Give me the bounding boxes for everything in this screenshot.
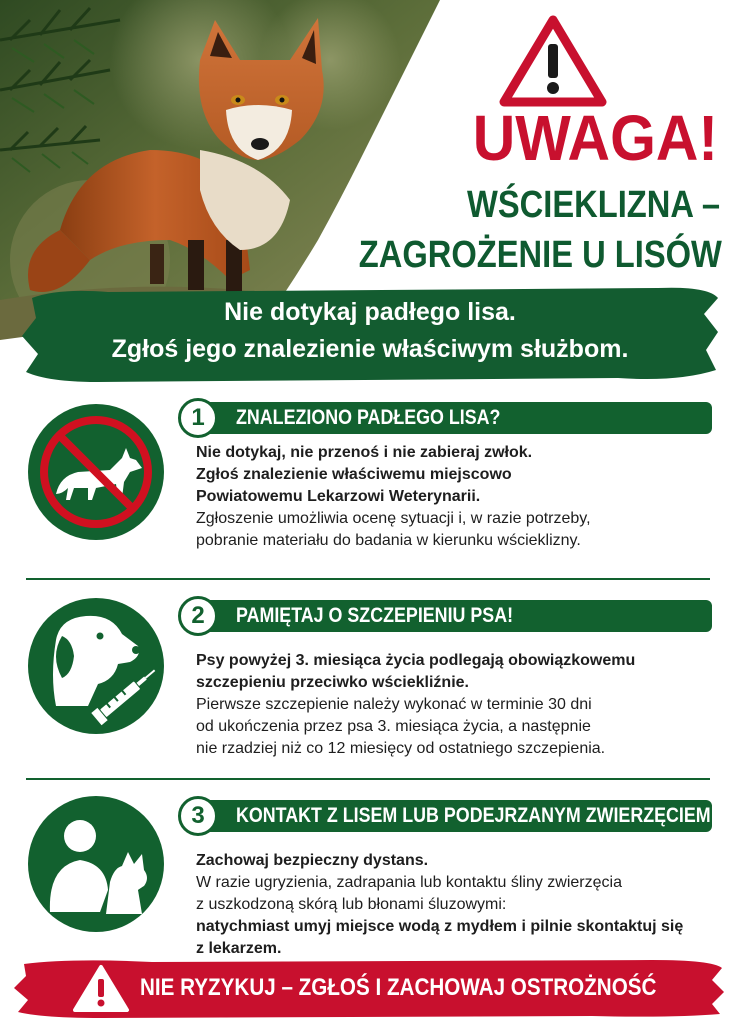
- person-fox-icon: [26, 794, 166, 934]
- section-header: [178, 596, 712, 636]
- body-line: z uszkodzoną skórą lub błonami śluzowymi:: [196, 896, 507, 913]
- banner-text: [40, 294, 700, 368]
- warning-triangle-icon: [498, 14, 608, 108]
- page-title: UWAGA!: [472, 102, 718, 174]
- body-bold-line: Powiatowemu Lekarzowi Weterynarii.: [196, 488, 481, 505]
- body-bold-line: natychmiast umyj miejsce wodą z mydłem i pilnie skontaktuj się: [196, 918, 684, 935]
- section-contact: [0, 792, 736, 958]
- body-line: pobranie materiału do badania w kierunku wścieklizny.: [196, 532, 581, 549]
- body-bold-line: Psy powyżej 3. miesiąca życia podlegają obowiązkowemu: [196, 652, 636, 669]
- no-fox-icon: [26, 402, 166, 542]
- body-line: Zgłoszenie umożliwia ocenę sytuacji i, w razie potrzeby,: [196, 510, 591, 527]
- section-heading: PAMIĘTAJ O SZCZEPIENIU PSA!: [236, 604, 514, 627]
- body-line: od ukończenia przez psa 3. miesiąca życia, a następnie: [196, 718, 591, 735]
- section-header: [178, 796, 712, 836]
- section-divider: [26, 778, 710, 780]
- section-header: [178, 398, 712, 438]
- section-number: 2: [178, 596, 218, 636]
- warning-triangle-icon: [72, 964, 130, 1014]
- body-bold-line: szczepieniu przeciwko wściekliźnie.: [196, 674, 469, 691]
- body-bold-line: Zachowaj bezpieczny dystans.: [196, 852, 429, 869]
- section-body: [196, 850, 716, 960]
- section-number: 1: [178, 398, 218, 438]
- banner-line-1: Nie dotykaj padłego lisa.: [224, 298, 516, 326]
- body-line: Pierwsze szczepienie należy wykonać w terminie 30 dni: [196, 696, 592, 713]
- subtitle-line-2: ZAGROŻENIE U LISÓW: [358, 234, 722, 276]
- section-heading: ZNALEZIONO PADŁEGO LISA?: [236, 406, 501, 429]
- section-heading: KONTAKT Z LISEM LUB PODEJRZANYM ZWIERZĘCIEM: [236, 804, 711, 827]
- body-bold-line: Zgłoś znalezienie właściwemu miejscowo: [196, 466, 512, 483]
- body-line: nie rzadziej niż co 12 miesięcy od ostatniego szczepienia.: [196, 740, 606, 757]
- body-bold-line: Nie dotykaj, nie przenoś i nie zabieraj zwłok.: [196, 444, 533, 461]
- body-bold-line: z lekarzem.: [196, 940, 282, 957]
- dog-vaccine-icon: [26, 596, 166, 736]
- body-line: W razie ugryzienia, zadrapania lub kontaktu śliny zwierzęcia: [196, 874, 622, 891]
- section-divider: [26, 578, 710, 580]
- footer-text: NIE RYZYKUJ – ZGŁOŚ I ZACHOWAJ OSTROŻNOŚĆ: [140, 974, 657, 1001]
- banner-line-2: Zgłoś jego znalezienie właściwym służbom.: [111, 335, 629, 363]
- subtitle-line-1: WŚCIEKLIZNA –: [467, 184, 720, 226]
- section-body: [196, 442, 716, 552]
- section-body: [196, 650, 716, 760]
- section-dead-fox: [0, 394, 736, 574]
- section-dog-vaccine: [0, 592, 736, 772]
- section-number: 3: [178, 796, 218, 836]
